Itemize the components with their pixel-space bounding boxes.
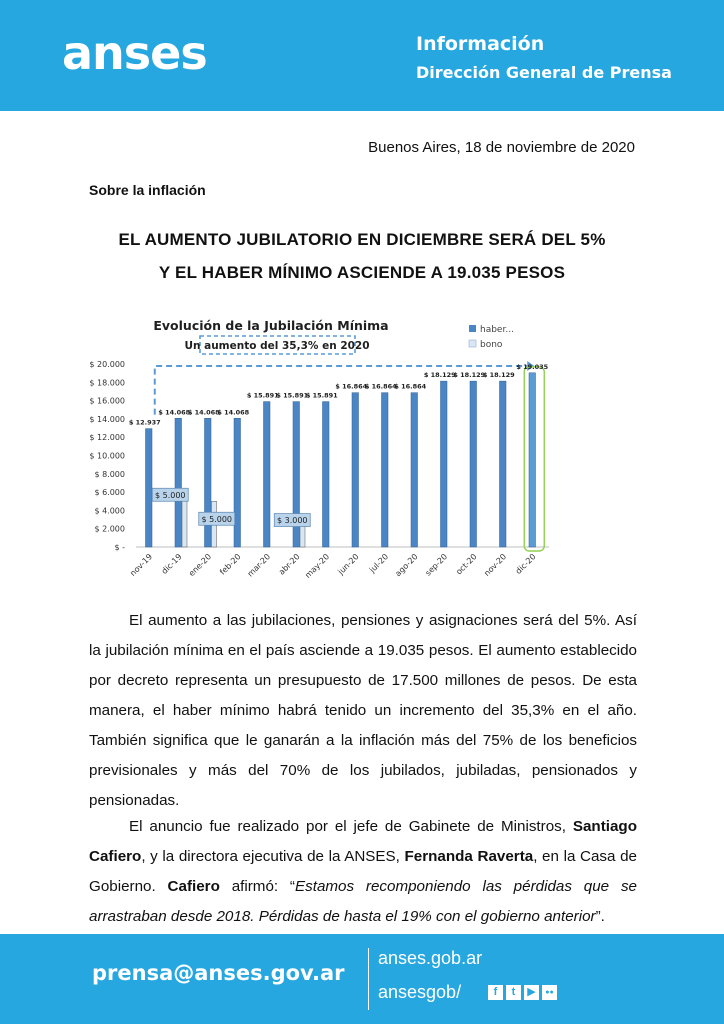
- pension-chart: [89, 306, 559, 588]
- haber-bar: [500, 381, 507, 547]
- x-tick-label: jun-20: [336, 552, 361, 577]
- value-label: $ 16.864: [364, 382, 397, 391]
- haber-bar: [441, 381, 448, 547]
- y-tick-label: $ 6.000: [94, 488, 125, 498]
- website-link[interactable]: anses.gob.ar: [378, 948, 483, 968]
- value-label: $ 15.891: [305, 391, 338, 400]
- header-banner: [0, 0, 724, 111]
- y-tick-label: $ 8.000: [94, 469, 125, 479]
- p2-text-5: ”.: [595, 908, 605, 925]
- footer-banner: [0, 934, 724, 1024]
- headline-line-1: EL AUMENTO JUBILATORIO EN DICIEMBRE SERÁ DEL 5%: [118, 230, 606, 249]
- x-tick-label: oct-20: [454, 552, 479, 577]
- flickr-icon[interactable]: ●●: [542, 985, 557, 1000]
- legend-swatch-bono: [469, 340, 476, 347]
- x-tick-label: sep-20: [423, 552, 450, 578]
- y-tick-label: $ 20.000: [89, 360, 125, 369]
- value-label: $ 19.035: [516, 362, 549, 371]
- x-tick-label: feb-20: [217, 552, 243, 577]
- value-label: $ 16.864: [394, 382, 427, 391]
- value-label: $ 12.937: [128, 418, 161, 427]
- twitter-icon[interactable]: t: [506, 985, 521, 1000]
- x-tick-label: abr-20: [277, 552, 302, 577]
- value-label: $ 15.891: [246, 391, 279, 400]
- bono-callout-label: $ 5.000: [154, 490, 186, 500]
- haber-bar: [234, 418, 241, 547]
- value-label: $ 14.068: [217, 408, 250, 417]
- p2-text-4: afirmó: “: [219, 878, 295, 895]
- p2-text-3: , en la Casa de Gobierno.: [89, 848, 637, 895]
- haber-bar: [323, 402, 330, 547]
- paragraph-2: [89, 812, 637, 932]
- footer-divider: [368, 948, 369, 1010]
- dateline: Buenos Aires, 18 de noviembre de 2020: [368, 139, 635, 156]
- x-tick-label: nov-19: [128, 552, 155, 578]
- y-tick-label: $ 18.000: [89, 378, 125, 388]
- facebook-icon[interactable]: f: [488, 985, 503, 1000]
- value-label: $ 14.068: [187, 408, 220, 417]
- haber-bar: [205, 418, 212, 547]
- value-label: $ 18.129: [482, 371, 515, 380]
- y-tick-label: $ 2.000: [94, 524, 125, 534]
- headline-line-2: Y EL HABER MÍNIMO ASCIENDE A 19.035 PESOS: [158, 263, 566, 282]
- social-icons: [488, 985, 560, 1003]
- value-label: $ 16.864: [335, 382, 368, 391]
- y-tick-label: $ -: [114, 543, 125, 552]
- p2-name-cafiero-2: Cafiero: [167, 878, 220, 895]
- haber-bar: [529, 373, 536, 547]
- p2-name-raverta: Fernanda Raverta: [404, 848, 534, 865]
- p2-quote: Estamos recomponiendo las pérdidas que se arrastraban desde 2018. Pérdidas de hasta el 19% con el gobierno anterior: [89, 878, 637, 925]
- y-tick-label: $ 16.000: [89, 396, 125, 406]
- p2-text-2: , y la directora ejecutiva de la ANSES,: [141, 848, 405, 865]
- x-tick-label: dic-20: [513, 552, 538, 576]
- value-label: $ 14.068: [158, 408, 191, 417]
- x-tick-label: may-20: [303, 552, 332, 580]
- legend-swatch-haber: [469, 325, 476, 332]
- y-tick-label: $ 14.000: [89, 414, 125, 424]
- x-tick-label: ene-20: [187, 552, 214, 579]
- paragraph-1: [89, 606, 637, 816]
- y-tick-label: $ 12.000: [89, 433, 125, 443]
- value-label: $ 18.129: [453, 371, 486, 380]
- kicker: Sobre la inflación: [89, 182, 206, 198]
- haber-bar: [470, 381, 477, 547]
- social-handle: ansesgob/: [378, 982, 462, 1002]
- legend-label-bono: bono: [480, 340, 503, 350]
- paragraph-1-text: El aumento a las jubilaciones, pensiones y asignaciones será del 5%. Así la jubilación mínima en el país asciende a 19.035 pesos. El aumento establecido por decreto representa un presupuesto de 17.500 millones de pesos. De esta manera, el haber mínimo habrá tenido un incremento del 35,3% en el año. También significa que le ganarán a la inflación más del 75% de los beneficios previsionales y más del 70% de los jubilados, jubiladas, pensionados y pensionadas.: [89, 612, 637, 809]
- haber-bar: [146, 429, 153, 547]
- anses-logo: anses: [62, 26, 207, 80]
- chart-title: Evolución de la Jubilación Mínima: [153, 318, 389, 333]
- p2-text-1: El anuncio fue realizado por el jefe de Gabinete de Ministros,: [129, 818, 573, 835]
- haber-bar: [264, 402, 271, 547]
- bono-bar: [182, 501, 187, 547]
- x-tick-label: jul-20: [367, 552, 391, 575]
- value-label: $ 15.891: [276, 391, 309, 400]
- value-label: $ 18.129: [423, 371, 456, 380]
- x-tick-label: dic-19: [159, 552, 184, 576]
- youtube-icon[interactable]: ▶: [524, 985, 539, 1000]
- haber-bar: [382, 393, 389, 547]
- chart-subtitle: Un aumento del 35,3% en 2020: [184, 340, 370, 352]
- haber-bar: [352, 393, 359, 547]
- p2-name-cafiero: Santiago Cafiero: [89, 818, 637, 865]
- haber-bar: [175, 418, 182, 547]
- bono-callout-label: $ 3.000: [276, 516, 308, 526]
- press-email-link[interactable]: prensa@anses.gov.ar: [92, 961, 345, 985]
- x-tick-label: nov-20: [482, 552, 509, 578]
- y-tick-label: $ 10.000: [89, 451, 125, 461]
- y-tick-label: $ 4.000: [94, 506, 125, 516]
- header-division: Dirección General de Prensa: [416, 63, 672, 82]
- header-info: Información: [416, 33, 545, 55]
- legend-label-haber: haber...: [480, 325, 514, 335]
- x-tick-label: mar-20: [245, 552, 273, 579]
- haber-bar: [411, 393, 418, 547]
- x-tick-label: ago-20: [393, 552, 420, 579]
- bono-callout-label: $ 5.000: [201, 514, 233, 524]
